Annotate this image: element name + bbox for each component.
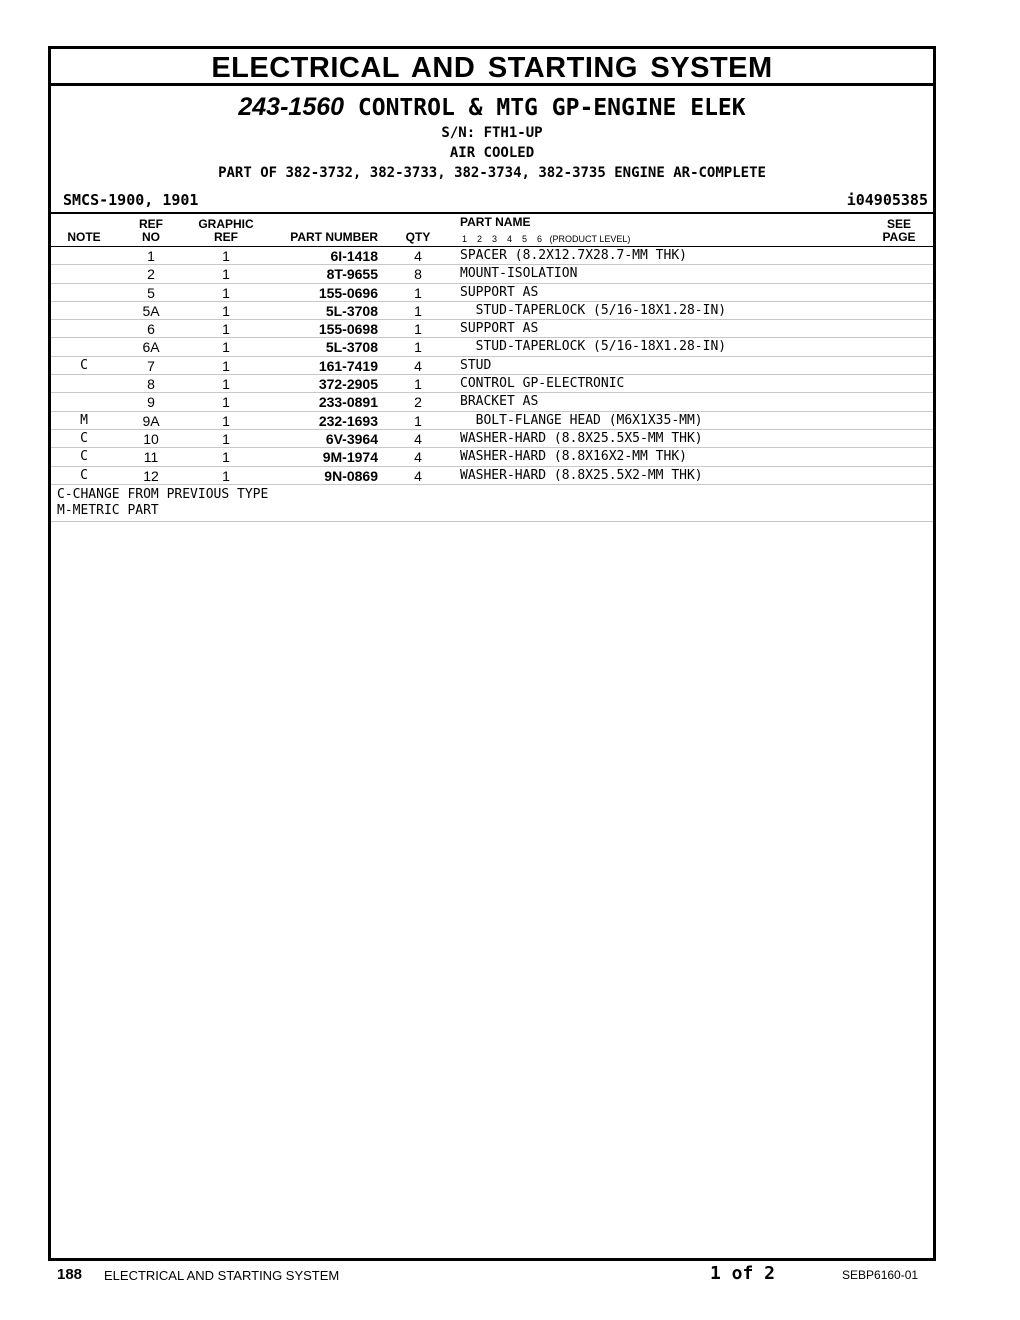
document-number: SEBP6160-01: [842, 1268, 919, 1282]
cooling-type: AIR COOLED: [449, 145, 535, 161]
row-ref-no: 6: [147, 321, 155, 338]
row-part-name: SPACER (8.2X12.7X28.7-MM THK): [460, 248, 687, 263]
row-graphic-ref: 1: [222, 284, 230, 301]
row-part-number: 161-7419: [318, 357, 378, 374]
row-ref-no: 10: [143, 430, 159, 447]
row-qty: 4: [414, 449, 422, 466]
col-graphic-bottom: REF: [214, 230, 238, 244]
row-ref-no: 2: [147, 266, 155, 283]
row-part-name: SUPPORT AS: [460, 284, 539, 300]
table-row: [51, 430, 933, 448]
row-qty: 4: [414, 357, 422, 374]
row-graphic-ref: 1: [222, 412, 230, 429]
row-part-name: WASHER-HARD (8.8X25.5X5-MM THK): [460, 430, 703, 446]
row-qty: 4: [414, 248, 422, 264]
row-part-number: 6I-1418: [330, 248, 378, 264]
row-note: M: [80, 412, 88, 428]
part-of-line: PART OF 382-3732, 382-3733, 382-3734, 382-3735 ENGINE AR-COMPLETE: [218, 165, 766, 181]
table-row: [51, 393, 933, 411]
section-title: ELECTRICAL AND STARTING SYSTEM: [51, 49, 933, 86]
row-qty: 1: [414, 339, 422, 356]
parts-table-body: [51, 247, 933, 485]
row-ref-no: 11: [143, 449, 159, 466]
group-title: [51, 92, 933, 123]
sheet-indicator: 1 of 2: [710, 1263, 776, 1284]
row-graphic-ref: 1: [222, 430, 230, 447]
smcs-codes: SMCS-1900, 1901: [63, 191, 199, 209]
table-row: [51, 357, 933, 375]
col-note: NOTE: [67, 230, 101, 244]
table-row: [51, 320, 933, 338]
table-row: [51, 412, 933, 430]
row-qty: 1: [414, 284, 422, 301]
row-qty: 4: [414, 467, 422, 484]
group-part-number: 243-1560: [238, 93, 345, 121]
row-part-number: 9N-0869: [324, 467, 378, 484]
row-qty: 8: [414, 266, 422, 283]
row-part-name: STUD: [460, 357, 492, 373]
row-part-number: 233-0891: [318, 394, 378, 411]
col-part-name: PART NAME: [460, 215, 531, 229]
row-note: C: [80, 430, 88, 446]
row-qty: 2: [414, 394, 422, 411]
table-row: [51, 302, 933, 320]
row-graphic-ref: 1: [222, 321, 230, 338]
table-row: [51, 265, 933, 283]
row-graphic-ref: 1: [222, 376, 230, 393]
row-part-number: 155-0696: [318, 284, 378, 301]
page-number: 188: [57, 1266, 83, 1283]
row-part-number: 372-2905: [318, 376, 378, 393]
row-ref-no: 9A: [142, 412, 160, 429]
row-part-name: SUPPORT AS: [460, 321, 539, 337]
table-row: [51, 247, 933, 265]
row-ref-no: 1: [147, 248, 155, 264]
row-part-number: 5L-3708: [325, 302, 378, 319]
note-change: C-CHANGE FROM PREVIOUS TYPE: [57, 486, 269, 502]
row-part-number: 232-1693: [318, 412, 378, 429]
row-note: C: [80, 449, 88, 465]
row-note: C: [80, 357, 88, 373]
page-footer: [0, 1262, 1020, 1292]
row-ref-no: 9: [147, 394, 155, 411]
col-see-bottom: PAGE: [882, 230, 916, 244]
group-name: CONTROL & MTG GP-ENGINE ELEK: [357, 95, 746, 121]
row-ref-no: 5A: [142, 302, 160, 319]
row-part-number: 5L-3708: [325, 339, 378, 356]
row-part-number: 6V-3964: [325, 430, 378, 447]
row-part-name: BOLT-FLANGE HEAD (M6X1X35-MM): [460, 412, 703, 428]
row-ref-no: 5: [147, 284, 155, 301]
row-part-name: CONTROL GP-ELECTRONIC: [460, 376, 625, 392]
footer-section: ELECTRICAL AND STARTING SYSTEM: [104, 1268, 340, 1283]
row-qty: 1: [414, 302, 422, 319]
illustration-id: i04905385: [846, 191, 928, 209]
col-see-top: SEE: [886, 217, 911, 231]
row-ref-no: 7: [147, 357, 155, 374]
row-qty: 4: [414, 430, 422, 447]
row-graphic-ref: 1: [222, 357, 230, 374]
row-part-number: 155-0698: [318, 321, 378, 338]
row-part-name: WASHER-HARD (8.8X25.5X2-MM THK): [460, 467, 703, 483]
serial-range: S/N: FTH1-UP: [441, 125, 543, 141]
row-part-name: WASHER-HARD (8.8X16X2-MM THK): [460, 449, 687, 465]
row-note: C: [80, 467, 88, 483]
row-graphic-ref: 1: [222, 467, 230, 484]
row-graphic-ref: 1: [222, 266, 230, 283]
row-part-number: 8T-9655: [326, 266, 378, 283]
column-headers: [51, 214, 933, 247]
row-ref-no: 6A: [142, 339, 160, 356]
row-part-name: BRACKET AS: [460, 394, 539, 410]
table-row: [51, 338, 933, 356]
table-row: [51, 467, 933, 485]
group-header: [51, 86, 933, 214]
row-graphic-ref: 1: [222, 449, 230, 466]
notes-legend: [51, 485, 933, 522]
col-graphic-top: GRAPHIC: [198, 217, 254, 231]
row-ref-no: 12: [143, 467, 159, 484]
row-qty: 1: [414, 412, 422, 429]
table-row: [51, 284, 933, 302]
col-part-number: PART NUMBER: [290, 230, 378, 244]
row-graphic-ref: 1: [222, 339, 230, 356]
row-graphic-ref: 1: [222, 302, 230, 319]
table-row: [51, 448, 933, 466]
row-part-name: MOUNT-ISOLATION: [460, 266, 578, 282]
row-part-number: 9M-1974: [322, 449, 378, 466]
col-ref-bottom: NO: [142, 230, 160, 244]
parts-page-frame: [48, 46, 936, 1261]
row-part-name: STUD-TAPERLOCK (5/16-18X1.28-IN): [460, 302, 727, 318]
table-row: [51, 375, 933, 393]
row-qty: 1: [414, 376, 422, 393]
row-ref-no: 8: [147, 376, 155, 393]
row-graphic-ref: 1: [222, 248, 230, 264]
col-qty: QTY: [405, 230, 431, 244]
note-metric: M-METRIC PART: [57, 502, 159, 518]
col-ref-top: REF: [139, 217, 163, 231]
row-graphic-ref: 1: [222, 394, 230, 411]
row-part-name: STUD-TAPERLOCK (5/16-18X1.28-IN): [460, 339, 727, 355]
product-levels: 1 2 3 4 5 6 (PRODUCT LEVEL): [462, 234, 631, 244]
row-qty: 1: [414, 321, 422, 338]
